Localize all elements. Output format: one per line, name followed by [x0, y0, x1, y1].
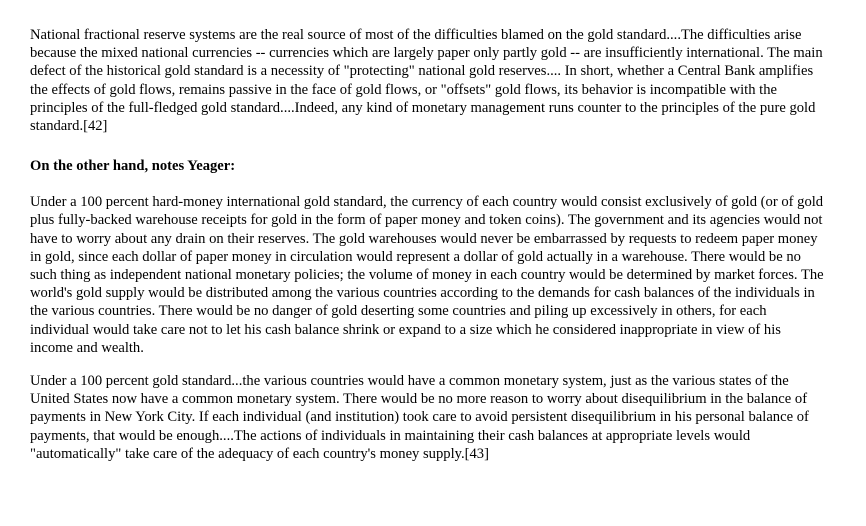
quote-paragraph-3: Under a 100 percent gold standard...the various countries would have a common monetary system, just as the various states of the United States now have a common monetary system. There would be no more reason to worry about disequilibrium in the balance of payments in New York City. If each individual (and institution) took care to avoid persistent disequilibrium in his personal balance of payments, that would be enough....The actions of individuals in maintaining their cash balances at appropriate levels would "automatically" take care of the adequacy of each country's money supply.[43]	[30, 373, 809, 462]
section-heading: On the other hand, notes Yeager:	[30, 158, 236, 175]
quote-paragraph-2: Under a 100 percent hard-money international gold standard, the currency of each country would consist exclusively of gold (or of gold plus fully-backed warehouse receipts for gold in the form of paper money and token coins). The government and its agencies would not have to worry about any drain on their reserves. The gold warehouses would never be embarrassed by requests to redeem paper money in gold, since each dollar of paper money in circulation would represent a dollar of gold actually in a warehouse. There would be no such thing as independent national monetary policies; the volume of money in each country would be determined by market forces. The world's gold supply would be distributed among the various countries according to the demands for cash balances of the individuals in the various countries. There would be no danger of gold deserting some countries and piling up excessively in others, for each individual would take care not to let his cash balance shrink or expand to a size which he considered inappropriate in view of his income and wealth.	[30, 194, 824, 356]
quote-paragraph-1: National fractional reserve systems are the real source of most of the difficulties blamed on the gold standard....The difficulties arise because the mixed national currencies -- currencies which are largely paper only partly gold -- are insufficiently international. The main defect of the historical gold standard is a necessity of "protecting" national gold reserves.... In short, whether a Central Bank amplifies the effects of gold flows, remains passive in the face of gold flows, or "offsets" gold flows, its behavior is incompatible with the principles of the full-fledged gold standard....Indeed, any kind of monetary management runs counter to the principles of the pure gold standard.[42]	[30, 27, 823, 135]
